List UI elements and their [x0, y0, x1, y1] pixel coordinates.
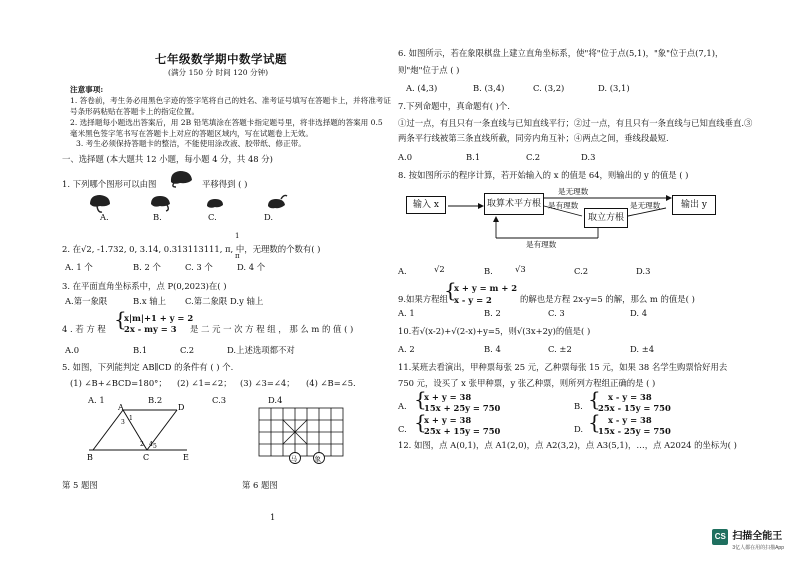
- q4-stem-a: 4 . 若 方 程: [62, 324, 106, 334]
- q5-parallelogram-figure: [85, 402, 195, 464]
- q5-condition-4: (4) ∠B=∠5.: [306, 378, 356, 388]
- flow-box-input: 输入 x: [406, 196, 446, 214]
- q1-option-b-figure: [148, 194, 172, 214]
- q6-stem: 6. 如图所示，若在象限棋盘上建立直角坐标系，使"将"位于点(5,1)，"象"位于点(7,1)，: [398, 48, 724, 58]
- q5-angle-2: 2: [140, 441, 144, 448]
- q5-point-c: C: [143, 453, 150, 462]
- q2-fraction-denominator: π: [235, 252, 240, 260]
- q11-option-d-eq1: x - y = 38: [608, 415, 652, 425]
- q10-option-d[interactable]: D. ±4: [630, 344, 655, 354]
- q4-option-a[interactable]: A.0: [65, 345, 80, 355]
- flow-label-irrational-2: 是无理数: [630, 201, 661, 210]
- q9-stem-b: 的解也是方程 2x-y=5 的解，那么 m 的值是( ): [520, 294, 695, 304]
- q8-option-c[interactable]: C.2: [574, 266, 589, 276]
- q5-condition-1: (1) ∠B+∠BCD=180°；: [70, 378, 167, 388]
- notice-heading: 注意事项:: [70, 85, 104, 94]
- whale-reference-figure: [168, 168, 194, 190]
- q8-option-a[interactable]: A.: [398, 266, 407, 276]
- q3-option-d[interactable]: D.y 轴上: [230, 296, 264, 306]
- q5-point-a: A: [118, 403, 124, 412]
- flow-label-rational-2: 是有理数: [526, 240, 557, 249]
- flow-box-square-root: 取算术平方根: [484, 193, 544, 215]
- q11-option-b[interactable]: B.: [574, 401, 583, 411]
- q11-option-d-eq2: 15x - 25y = 750: [598, 426, 671, 436]
- q4-equation-2: 2x - my = 3: [124, 324, 177, 334]
- q5-option-d[interactable]: D.4: [268, 395, 283, 405]
- q11-option-c-eq1: x + y = 38: [424, 415, 472, 425]
- q11-option-a-eq1: x + y = 38: [424, 392, 472, 402]
- q6-option-b[interactable]: B. (3,4): [473, 83, 505, 93]
- q11-stem: 11.某班去看演出，甲种票每张 25 元，乙种票每张 15 元，如果 38 名学生购票恰好用去: [398, 362, 728, 372]
- q8-option-d[interactable]: D.3: [636, 266, 651, 276]
- q11-option-b-eq1: x - y = 38: [608, 392, 652, 402]
- q1-stem-b: 平移得到 ( ): [202, 179, 248, 189]
- q5-point-b: B: [87, 453, 93, 462]
- q11-option-a-eq2: 15x + 25y = 750: [424, 403, 501, 413]
- q3-stem: 3. 在平面直角坐标系中，点 P(0,2023)在( ): [62, 281, 227, 291]
- q5-condition-2: (2) ∠1=∠2；: [177, 378, 232, 388]
- q5-condition-3: (3) ∠3=∠4；: [240, 378, 295, 388]
- notice-item-3: 3. 考生必须保持答题卡的整洁，不能使用涂改液、胶带纸、修正带。: [76, 139, 306, 148]
- q5-option-a[interactable]: A. 1: [88, 395, 105, 405]
- q5-point-e: E: [183, 453, 189, 462]
- flow-box-output: 输出 y: [672, 195, 716, 215]
- q11-option-a-brace: {: [414, 387, 427, 411]
- q9-equation-1: x + y = m + 2: [454, 283, 518, 293]
- q8-option-b-value: √3: [515, 264, 526, 274]
- q7-statements: ①过一点，有且只有一条直线与已知直线平行；②过一点，有且只有一条直线与已知直线垂直.③两条平行线被第三条直线所截，同旁内角互补；④两点之间，垂线段最短.: [398, 118, 753, 143]
- q9-brace: {: [444, 278, 457, 302]
- q4-brace: {: [114, 307, 127, 331]
- page-number: 1: [270, 512, 276, 522]
- q5-option-b[interactable]: B.2: [148, 395, 163, 405]
- camscanner-name: 扫描全能王: [732, 530, 783, 542]
- q11-option-c-eq2: 25x + 15y = 750: [424, 426, 501, 436]
- q10-stem: 10.若√(x-2)+√(2-x)+y=5，则√(3x+2y)的值是( ): [398, 326, 591, 336]
- q1-option-d[interactable]: D.: [264, 212, 274, 222]
- q4-equation-1: x|m|+1 + y = 2: [124, 313, 194, 323]
- q11-option-c-brace: {: [414, 410, 427, 434]
- q10-option-a[interactable]: A. 2: [398, 344, 415, 354]
- left-column: [40, 0, 390, 561]
- q5-angle-4: 4: [149, 441, 153, 448]
- q3-option-b[interactable]: B.x 轴上: [133, 296, 166, 306]
- q6-figure-caption: 第 6 题图: [242, 480, 278, 490]
- q5-angle-3: 3: [121, 419, 125, 426]
- q11-option-b-brace: {: [588, 387, 601, 411]
- q4-stem-b: 是 二 元 一 次 方 程 组 ， 那 么 m 的 值 ( ): [190, 324, 354, 334]
- q5-point-d: D: [178, 403, 185, 412]
- notice-item-1: 1. 答卷前，考生务必用黑色字迹的签字笔将自己的姓名、准考证号填写在答题卡上，并将准考证号条形码粘贴在答题卡上的指定位置。: [70, 96, 391, 116]
- q4-option-b[interactable]: B.1: [133, 345, 148, 355]
- q5-angle-5: 5: [153, 443, 157, 450]
- q7-option-d[interactable]: D.3: [581, 152, 596, 162]
- q5-option-c[interactable]: C.3: [212, 395, 227, 405]
- q9-stem-a: 9.如果方程组: [398, 294, 448, 304]
- q11-option-b-eq2: 25x - 15y = 750: [598, 403, 671, 413]
- q9-option-a[interactable]: A. 1: [398, 308, 415, 318]
- q4-option-c[interactable]: C.2: [180, 345, 195, 355]
- q8-stem: 8. 按如图所示的程序计算，若开始输入的 x 的值是 64，则输出的 y 的值是 ( ): [398, 170, 689, 180]
- q11-option-d[interactable]: D.: [574, 424, 584, 434]
- flow-label-irrational-1: 是无理数: [558, 187, 589, 196]
- q6-option-d[interactable]: D. (3,1): [598, 83, 630, 93]
- q11-option-a[interactable]: A.: [398, 401, 407, 411]
- q9-equation-2: x - y = 2: [454, 295, 492, 305]
- q7-option-a[interactable]: A.0: [398, 152, 413, 162]
- camscanner-slogan: 3亿人都在用的扫描App: [732, 544, 784, 551]
- q7-option-b[interactable]: B.1: [466, 152, 481, 162]
- q5-angle-1: 1: [129, 415, 133, 422]
- q1-option-c[interactable]: C.: [208, 212, 217, 222]
- q1-stem-a: 1. 下列哪个图形可以由图: [62, 179, 157, 189]
- q6-elephant-piece: 象: [314, 455, 321, 463]
- q8-option-a-value: √2: [434, 264, 445, 274]
- right-column: [398, 0, 758, 561]
- q3-option-a[interactable]: A.第一象限: [65, 296, 108, 306]
- camscanner-logo: CS: [712, 529, 728, 545]
- flow-label-rational-1: 是有理数: [548, 201, 579, 210]
- q6-stem-2: 则"炮"位于点 ( ): [398, 65, 460, 75]
- exam-subtitle: (满分 150 分 时间 120 分钟): [168, 68, 269, 77]
- q7-option-c[interactable]: C.2: [526, 152, 541, 162]
- q9-option-c[interactable]: C. 3: [548, 308, 565, 318]
- q1-option-b[interactable]: B.: [153, 212, 162, 222]
- q6-chessboard-figure: [253, 404, 349, 468]
- q10-option-b[interactable]: B. 4: [484, 344, 501, 354]
- q2-option-d[interactable]: D. 4 个: [237, 262, 266, 272]
- q8-option-b[interactable]: B.: [484, 266, 493, 276]
- q2-stem: 2. 在√2, -1.732, 0, 3.14, 0.313113111, π, 中，无理数的个数有( ): [62, 244, 321, 254]
- q2-fraction-numerator: 1: [235, 232, 240, 240]
- q12-stem: 12. 如图，点 A(0,1)，点 A1(2,0)，点 A2(3,2)，点 A3(5,1)，…，点 A2024 的坐标为( ): [398, 440, 737, 450]
- q5-figure-caption: 第 5 题图: [62, 480, 98, 490]
- q11-option-d-brace: {: [588, 410, 601, 434]
- q7-stem: 7.下列命题中，真命题有( )个.: [398, 101, 510, 111]
- q10-option-c[interactable]: C. ±2: [548, 344, 572, 354]
- q1-option-a[interactable]: A.: [100, 212, 109, 222]
- q9-option-b[interactable]: B. 2: [484, 308, 501, 318]
- q11-option-c[interactable]: C.: [398, 424, 407, 434]
- q3-option-c[interactable]: C.第二象限: [185, 296, 228, 306]
- q5-stem: 5. 如图，下列能判定 AB∥CD 的条件有 ( ) 个.: [62, 362, 234, 372]
- q9-option-d[interactable]: D. 4: [630, 308, 648, 318]
- flow-box-cube-root: 取立方根: [584, 208, 628, 228]
- q6-option-c[interactable]: C. (3,2): [533, 83, 565, 93]
- q6-horse-piece: 马: [290, 455, 297, 463]
- camscanner-watermark: [712, 529, 784, 551]
- q4-option-d[interactable]: D.上述选项都不对: [227, 345, 295, 355]
- q2-option-a[interactable]: A. 1 个: [65, 262, 93, 272]
- q2-option-c[interactable]: C. 3 个: [185, 262, 213, 272]
- exam-title: 七年级数学期中数学试题: [155, 52, 287, 66]
- q11-stem-2: 750 元，设买了 x 张甲种票，y 张乙种票，则所列方程组正确的是 ( ): [398, 378, 656, 388]
- notice-item-2: 2. 选择题每小题选出答案后，用 2B 铅笔填涂在答题卡指定题号里，将非选择题的答案用 0.5 毫米黑色签字笔书写在答题卡上对应的答题区域内，写在试题卷上无效。: [70, 118, 383, 138]
- section-1-heading: 一、选择题 (本大题共 12 小题，每小题 4 分，共 48 分): [62, 154, 273, 164]
- q2-option-b[interactable]: B. 2 个: [133, 262, 161, 272]
- q6-option-a[interactable]: A. (4,3): [406, 83, 438, 93]
